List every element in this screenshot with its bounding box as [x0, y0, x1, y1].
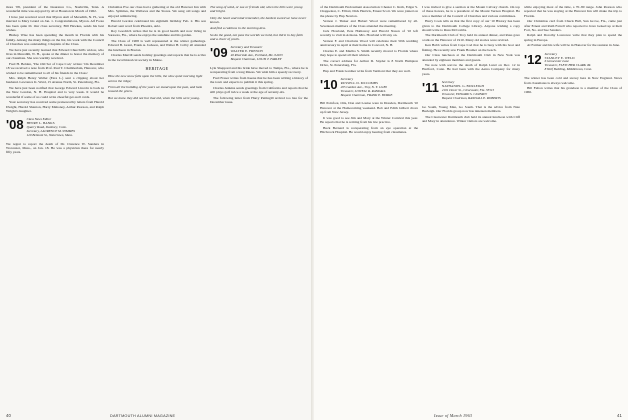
poem-stanza: And find a rainbow in the morning dew. — [210, 26, 266, 31]
officer-name: HENRY L. BANKS — [26, 121, 55, 126]
paragraph: Charles Merrill sends holiday greetings and reports that he is active in the local historical society in Maine. — [108, 53, 206, 62]
paragraph: The Dartmouth Club of Troy held its annual dinner, and Russ gave a talk on the Hanover of 1910. Many old stories were revived. — [422, 33, 520, 42]
paragraph: Our Christmas card from Chuck Hall, Sun Grove, Fla., came just after Ernest and Ruth Farrell who reported to have looked up at their Fort, No. and Sue Sanders. — [524, 19, 622, 32]
paragraph: Ralph and Dorothy Lawrence write that they plan to spend the spring in Europe. — [524, 33, 622, 42]
officer-title: Class News Editor — [26, 117, 52, 122]
class-heading-08 — [6, 118, 104, 138]
poem-title: HERITAGE — [145, 65, 169, 71]
officer-address: 40 Riverside Ave., Portland, Me. 04103 — [230, 53, 283, 58]
issue-label: Issue of March 1963 — [434, 413, 473, 418]
class-heading-09 — [210, 46, 308, 62]
paragraph: Fred Fraser writes from Keene that he has been writing a history of the town and expects to publish it this spring. — [210, 75, 308, 85]
officer-title: Secretary — [441, 80, 455, 85]
class-year: '12 — [524, 51, 542, 67]
class-officers — [231, 46, 283, 62]
treasurer: Secretary, LAURENCE M. SYMMES — [26, 128, 76, 133]
bequest-chairman: Bequest Chairman, RANDALL E. ROBERTS — [441, 95, 501, 100]
paragraph: Jack Howland, Pete Hathaway and Harold Nason of '10 left recently to visit in Arizona. Mrs. Howland will stay on. — [320, 29, 418, 38]
officer-address: 205 Garden Ave., Troy, N. Y. 12180 — [340, 84, 387, 89]
class-heading-12 — [524, 53, 622, 73]
poem-stanza: So do the good, not pass the worlds we hold, but thirst in boy faith and a cheer of youth. — [210, 32, 303, 42]
paragraph: Lyle Sheppard and his bride have moved to Tampa, Fla., where he is recuperating from a long illness. We wish him a speedy recovery. — [210, 66, 308, 75]
officer-address: Quarry Road, Danbury, Conn. — [26, 125, 67, 130]
paragraph: Bill Poinfoot, Otis, Don and Louise were in Dresden, Dartmouth '10 Hanover at the Homecoming weekend. Bob and Edith Gilbert drove up from New Jersey. — [320, 101, 418, 115]
paragraph: We have just recently learned that Edward Churchill's widow, who lives in Meredith, N. H., spoke at the dinner to honor the memory of our classmate. She was warmly received. — [6, 47, 104, 61]
paragraph: Al Farmer and his wife will be in Hanover for the reunion in June. — [527, 43, 620, 48]
poem-stanza: Only the heart and mind remember, the hardest sword we have never known. — [210, 15, 307, 25]
officer-address: 2101 Dover St., Clearwater, Fla. 33515 — [441, 87, 495, 92]
right-column-1 — [320, 5, 418, 405]
class-officers — [341, 78, 393, 98]
treasurer-address: 8 Wolf Building, Middletown, Conn. — [544, 67, 593, 72]
class-officers — [442, 81, 501, 101]
paragraph: The correct address for Arthur D. Snyder is 8 North Hampton Drive, St. Petersburg, Fla. — [320, 58, 418, 68]
paragraph: The Clearwater Dartmouth club held its annual luncheon with Cliff and Mary in attendance. Winter visitors are welcome. — [422, 114, 520, 123]
treasurer-address: 120 Belmont St., Watertown, Mass. — [26, 132, 73, 137]
paragraph: I have just received word that Myron Ault of Meredith, N. H., was married to Mary Grand on Jan. 1. Congratulations, Myron. Alf Foote has been quite ill. Our class secretary, Bill Hawkes, sends his best wishes. — [6, 14, 104, 32]
poem-stanza: But we know they did not live that old, when the hills were young. — [108, 95, 200, 100]
paragraph: Charles Jenkins sends greetings from California and reports that he still plays golf twice a week at the age of seventy-six. — [210, 85, 308, 95]
officer-address: 6 Gloucester Lane — [544, 59, 569, 64]
page-number: 40 — [6, 413, 12, 418]
paragraph: of the Dartmouth Endowment Association: Chester C. Roth, Edgar S. Chappelear, C. Elliott, Dick Herrick, Ernest Scott. We were joined on the phone by Hap Newton. — [320, 5, 418, 18]
left-column-3 — [210, 5, 308, 405]
bequest-chairman: Bequest Chairman, LOUIS T. FARLEY — [230, 57, 282, 62]
class-officers — [545, 53, 593, 73]
paragraph: We note with sorrow the death of Ralph Lund on Dec. 12 in Hartford, Conn. He had been with the Aetna Company for many years. — [422, 63, 520, 76]
class-officers — [27, 118, 76, 138]
paragraph: The Class of 1908 is well represented at the winter gatherings. Edward B. Grant, Frank A. Jackson, and Walter H. Colby all attended the luncheon in Boston. — [108, 38, 206, 52]
poem-stanza: From all the building of the years we stand upon the past, and look toward the green. — [108, 84, 202, 94]
left-column-2 — [108, 5, 206, 405]
bequest-chairman: Bequest Chairman, FRANK E. BURKE — [340, 92, 393, 97]
paragraph: Mrs. Ralph Henry Weller (Ezra L.) sent a clipping about her husband. Lawrence K. Ward, 15 Avenue North, St. Petersburg, Fla. — [6, 76, 104, 85]
poem-stanza: How the new snow falls upon the hills, the slow quiet morning light across the ridge; — [108, 74, 203, 83]
officer-title: Secretary and Treasurer — [230, 45, 263, 50]
paragraph: Roy Goodrich writes that he is in good health and now living in Sarasota, Fla., where he enjoys the sunshine and his garden. — [108, 29, 206, 38]
paragraph: Buck Bernard is recuperating from an eye operation at the Hitchcock Hospital. He would enjoy hearing from classmates. — [320, 125, 418, 134]
paragraph: We regret to report the death of Dr. Clarence W. Sanders in Worcester, Mass., on Jan. 18. He was a physician there for nearly fifty years. — [6, 141, 104, 155]
class-heading-10 — [320, 78, 418, 98]
paragraph: while enjoying most of the time, a 70–80 range. John Pearson who reported that he was staying at the Hanover Inn will make the trip to Florida. — [524, 5, 622, 18]
page-number: 41 — [616, 413, 622, 418]
left-column-1 — [6, 5, 104, 405]
paragraph: The following letter from Harry Pettingill arrived too late for the December issue. — [210, 95, 308, 104]
paragraph: Charles E. and Martha S. Smith recently moved to Florida where they hope to spend all their winters. — [320, 48, 418, 58]
paragraph: Ken Hebb writes from Cape Cod that he is busy with his boat and fishing. He recently saw Frank Hosmer on the beach. — [422, 43, 520, 52]
paragraph: Vernon F. and Charlotte Wood will celebrate their 50th wedding anniversary in April at their home in Concord, N. H. — [320, 38, 418, 48]
right-column-3 — [524, 5, 622, 405]
paragraph: Christmas Eve our class had a gathering at the old Hanover Inn with Mrs. Symmes, the Wallaces and the Stores. We sang old songs and enjoyed reminiscing. — [108, 5, 206, 18]
paragraph: Your secretary has received some praiseworthy letters from Harold Dwight, Harold Shanton, Harry Mahoney, Arthur Pearson, and Ralph Wright's daughter. — [6, 100, 104, 113]
paragraph: Vernon J. Tinker and Hubert Wood were remembered by all. Seventeen members of the Class attended the meeting. — [320, 19, 418, 28]
publication-name: DARTMOUTH ALUMNI MAGAZINE — [110, 414, 176, 418]
paragraph: Our Class luncheon at the Dartmouth Club in New York was attended by eighteen members and guests. — [422, 53, 520, 62]
class-year: '09 — [210, 45, 228, 61]
officer-title: Secretary — [544, 51, 558, 56]
treasurer: Treasurer, LOWELL R. RANDALL — [340, 88, 386, 93]
poem-continued — [210, 5, 308, 41]
officer-name: WALTER E. FRENCH — [230, 49, 263, 54]
officer-name: NATHANIEL G. BURLEIGH — [441, 84, 485, 88]
paragraph: Harry Cook tells us that the first copy of our '10 History has been given to the Dartmouth College Library. Anyone wishing a copy should write to Russ McCombs. — [422, 19, 520, 32]
paragraph: The winter has been cold and snowy here in New England. News from classmates is always welcome. — [524, 76, 622, 85]
poem — [108, 74, 206, 100]
paragraph: Bishop Wise has been spending the month in Florida with his family. Among the many things on the list, his work with the Council of Churches was outstanding. Chaplain of the Class. — [6, 33, 104, 47]
treasurer: Treasurer, FLETCHER CLARK JR. — [544, 63, 592, 68]
class-year: '08 — [6, 117, 24, 133]
paragraph: It was good to see Jim and Mary at the Winter Carnival this year. He reports that he is retiring from his law practice. — [320, 115, 418, 125]
poem-stanza: The song of wind, or sea or friends old, when the hills were young and bright. — [210, 5, 303, 14]
class-year: '10 — [320, 76, 338, 92]
right-page — [314, 0, 628, 420]
class-year: '11 — [422, 80, 439, 96]
paragraph: Fred H. Belden, 'The Old Sot of Cape Cod,' writes: 'On December 18 we received a note from Prof. Paul T. Chamberlain, Hanover, who wished to be remembered to all of his friends in the Class.' — [6, 61, 104, 75]
officer-title: Secretary — [340, 76, 354, 81]
right-column-2 — [422, 5, 520, 405]
paragraph: Harold Gordon celebrated his eightieth birthday Feb. 2. His son Robert sent word from Phoenix, Ariz. — [108, 19, 206, 28]
class-heading-11 — [422, 81, 520, 101]
treasurer: Treasurer, EDWARD S. CAVERLY — [441, 91, 488, 96]
paragraph: I was invited to give a sermon at the Mount Calvary church. On top of these honors, he is a president of the Mount Vernon Hospital. He was a member of the Council of Churches and various committees. — [422, 5, 520, 18]
paragraph: more '08, president of the Insurance Co., Nashville, Tenn. A wonderful time was enjoyed by all at Houston in March of 1962. — [6, 5, 104, 14]
paragraph: Hap and Frank Gardner write from Vermont that they are well. — [323, 68, 411, 73]
paragraph: Go South, Young Man, Go South. That is the advice from Nate Burleigh. Our Florida group now has nineteen members. — [422, 104, 520, 113]
officer-name: RUSSELL D. MCCOMBS — [340, 80, 379, 85]
paragraph: We have just been notified that George Edward Lincoln is back in the New London, N. H. Hospital and is very weak. It would be wonderful if some of us could write cheerful get-well cards. — [6, 85, 104, 99]
paragraph: Bill Fulton writes that his grandson is a member of the Class of 1966. — [524, 86, 622, 95]
officer-name: STANLEY E. WELD — [544, 55, 575, 60]
